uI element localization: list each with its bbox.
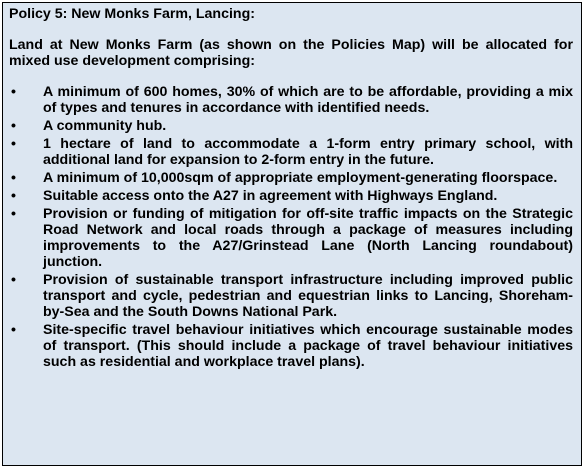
list-item-text: Provision or funding of mitigation for off-site traffic impacts on the Strategic Road Network and local roads through a package of measures including improvements to the A27/Grinstead Lane (North Lancing roundabout) junction.: [43, 206, 573, 270]
list-item-text: Site-specific travel behaviour initiatives which encourage sustainable modes of transport. (This should include a package of travel behaviour initiatives such as residential and workplace travel plans).: [43, 322, 573, 370]
list-item-text: Provision of sustainable transport infrastructure including improved public transport and cycle, pedestrian and equestrian links to Lancing, Shoreham-by-Sea and the South Downs National Park.: [43, 272, 573, 320]
list-item: [9, 118, 573, 134]
policy-title: Policy 5: New Monks Farm, Lancing:: [9, 6, 255, 22]
requirements-list: [9, 84, 573, 370]
bullet-icon: •: [11, 118, 16, 134]
list-item: [9, 136, 573, 168]
bullet-icon: •: [11, 170, 16, 186]
list-item-text: A minimum of 600 homes, 30% of which are to be affordable, providing a mix of types and tenures in accordance with identified needs.: [43, 84, 573, 116]
list-item-text: Suitable access onto the A27 in agreement with Highways England.: [43, 188, 498, 204]
list-item: [9, 322, 573, 370]
policy-intro: Land at New Monks Farm (as shown on the Policies Map) will be allocated for mixed use development comprising:: [9, 37, 573, 69]
bullet-icon: •: [11, 322, 16, 338]
policy-box: [2, 2, 582, 466]
bullet-icon: •: [11, 136, 16, 152]
bullet-icon: •: [11, 272, 16, 288]
list-item: [9, 206, 573, 270]
bullet-icon: •: [11, 84, 16, 100]
list-item-text: A community hub.: [43, 118, 167, 134]
bullet-icon: •: [11, 188, 16, 204]
list-item-text: 1 hectare of land to accommodate a 1-form entry primary school, with additional land for expansion to 2-form entry in the future.: [43, 136, 573, 168]
list-item: [9, 170, 573, 186]
bullet-icon: •: [11, 206, 16, 222]
list-item: [9, 84, 573, 116]
list-item-text: A minimum of 10,000sqm of appropriate employment-generating floorspace.: [43, 170, 558, 186]
list-item: [9, 188, 573, 204]
list-item: [9, 272, 573, 320]
